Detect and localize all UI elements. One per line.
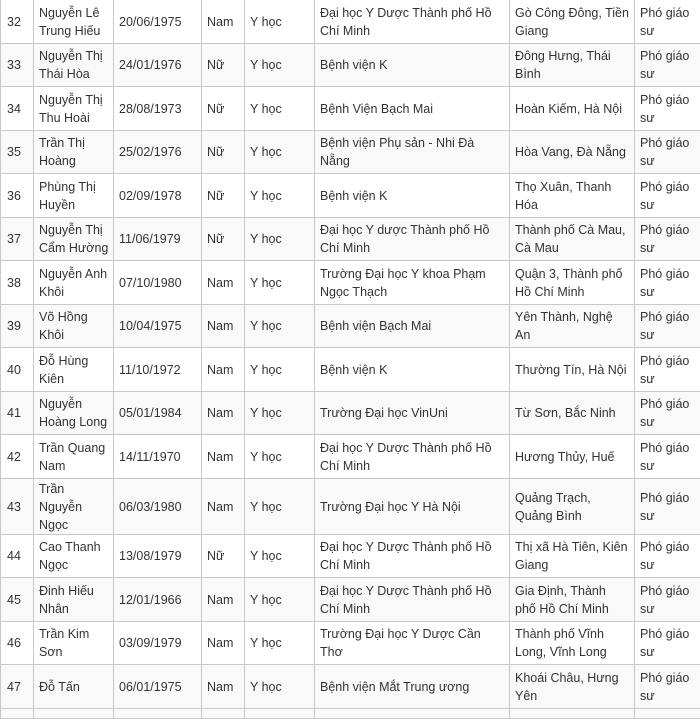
workplace-cell: Đại học Y Dược Thành phố Hồ Chí Minh [315, 435, 510, 479]
date-of-birth-cell: 12/01/1966 [114, 578, 202, 622]
gender-cell: Nữ [202, 87, 245, 131]
name-cell: Nguyễn Lê Trung Hiếu [34, 0, 114, 43]
date-of-birth-cell: 25/02/1976 [114, 130, 202, 174]
table-row [1, 130, 700, 174]
workplace-cell: Đại học Y Dược Thành phố Hồ Chí Minh [315, 578, 510, 622]
field-cell: Y học [245, 174, 315, 218]
gender-cell: Nam [202, 304, 245, 348]
workplace-cell: Đại học Y dược Thành phố Hồ Chí Minh [315, 217, 510, 261]
row-number-cell: 36 [1, 174, 34, 218]
table-row [1, 708, 700, 718]
hometown-cell: Thành phố Vĩnh Long, Vĩnh Long [510, 621, 635, 665]
row-number-cell: 42 [1, 435, 34, 479]
gender-cell: Nữ [202, 534, 245, 578]
academic-title-cell: Phó giáo sư [635, 174, 700, 218]
name-cell: Trần Kim Sơn [34, 621, 114, 665]
workplace-cell: Trường Đại học Y Hà Nội [315, 478, 510, 534]
date-of-birth-cell: 03/09/1979 [114, 621, 202, 665]
field-cell: Y học [245, 435, 315, 479]
name-cell: Nguyễn Thị Thu Hoài [34, 87, 114, 131]
row-number-cell: 32 [1, 0, 34, 43]
hometown-cell: Quận 3, Thành phố Hồ Chí Minh [510, 261, 635, 305]
empty-cell [315, 708, 510, 718]
gender-cell: Nam [202, 0, 245, 43]
academic-title-cell: Phó giáo sư [635, 621, 700, 665]
gender-cell: Nam [202, 261, 245, 305]
field-cell: Y học [245, 578, 315, 622]
name-cell: Nguyễn Hoàng Long [34, 391, 114, 435]
workplace-cell: Bệnh Viện Bạch Mai [315, 87, 510, 131]
row-number-cell: 43 [1, 478, 34, 534]
field-cell: Y học [245, 43, 315, 87]
gender-cell: Nữ [202, 43, 245, 87]
name-cell: Võ Hồng Khôi [34, 304, 114, 348]
workplace-cell: Trường Đại học Y Dược Cần Thơ [315, 621, 510, 665]
field-cell: Y học [245, 478, 315, 534]
hometown-cell: Hoàn Kiếm, Hà Nội [510, 87, 635, 131]
empty-cell [34, 708, 114, 718]
hometown-cell: Thị xã Hà Tiên, Kiên Giang [510, 534, 635, 578]
name-cell: Nguyễn Thị Cẩm Hường [34, 217, 114, 261]
gender-cell: Nam [202, 621, 245, 665]
academic-title-cell: Phó giáo sư [635, 43, 700, 87]
table-row [1, 0, 700, 43]
hometown-cell: Gia Định, Thành phố Hồ Chí Minh [510, 578, 635, 622]
gender-cell: Nữ [202, 217, 245, 261]
gender-cell: Nữ [202, 174, 245, 218]
field-cell: Y học [245, 130, 315, 174]
hometown-cell: Thành phố Cà Mau, Cà Mau [510, 217, 635, 261]
row-number-cell: 47 [1, 665, 34, 709]
hometown-cell: Khoái Châu, Hưng Yên [510, 665, 635, 709]
workplace-cell: Bệnh viện K [315, 348, 510, 392]
workplace-cell: Trường Đại học Y khoa Phạm Ngọc Thạch [315, 261, 510, 305]
table-row [1, 665, 700, 709]
field-cell: Y học [245, 304, 315, 348]
workplace-cell: Bệnh viện Bạch Mai [315, 304, 510, 348]
workplace-cell: Bệnh viện Phụ sản - Nhi Đà Nẵng [315, 130, 510, 174]
date-of-birth-cell: 28/08/1973 [114, 87, 202, 131]
empty-cell [1, 708, 34, 718]
academic-title-cell: Phó giáo sư [635, 665, 700, 709]
row-number-cell: 35 [1, 130, 34, 174]
hometown-cell: Yên Thành, Nghệ An [510, 304, 635, 348]
name-cell: Đinh Hiếu Nhân [34, 578, 114, 622]
academic-title-cell: Phó giáo sư [635, 304, 700, 348]
name-cell: Phùng Thị Huyền [34, 174, 114, 218]
date-of-birth-cell: 05/01/1984 [114, 391, 202, 435]
field-cell: Y học [245, 348, 315, 392]
empty-cell [635, 708, 700, 718]
academic-title-cell: Phó giáo sư [635, 478, 700, 534]
field-cell: Y học [245, 0, 315, 43]
field-cell: Y học [245, 217, 315, 261]
name-cell: Trần Thị Hoàng [34, 130, 114, 174]
table-row [1, 43, 700, 87]
hometown-cell: Đông Hưng, Thái Bình [510, 43, 635, 87]
hometown-cell: Từ Sơn, Bắc Ninh [510, 391, 635, 435]
field-cell: Y học [245, 391, 315, 435]
table-body [1, 0, 700, 718]
field-cell: Y học [245, 534, 315, 578]
hometown-cell: Hương Thủy, Huế [510, 435, 635, 479]
academic-title-cell: Phó giáo sư [635, 217, 700, 261]
date-of-birth-cell: 11/06/1979 [114, 217, 202, 261]
name-cell: Cao Thanh Ngọc [34, 534, 114, 578]
row-number-cell: 37 [1, 217, 34, 261]
table-row [1, 621, 700, 665]
row-number-cell: 38 [1, 261, 34, 305]
academic-title-cell: Phó giáo sư [635, 0, 700, 43]
row-number-cell: 39 [1, 304, 34, 348]
academic-title-cell: Phó giáo sư [635, 578, 700, 622]
field-cell: Y học [245, 261, 315, 305]
academic-title-cell: Phó giáo sư [635, 391, 700, 435]
academic-title-cell: Phó giáo sư [635, 534, 700, 578]
table-row [1, 478, 700, 534]
gender-cell: Nam [202, 348, 245, 392]
date-of-birth-cell: 06/01/1975 [114, 665, 202, 709]
date-of-birth-cell: 20/06/1975 [114, 0, 202, 43]
name-cell: Đỗ Tấn [34, 665, 114, 709]
field-cell: Y học [245, 665, 315, 709]
table-row [1, 348, 700, 392]
field-cell: Y học [245, 87, 315, 131]
date-of-birth-cell: 13/08/1979 [114, 534, 202, 578]
row-number-cell: 41 [1, 391, 34, 435]
hometown-cell: Thọ Xuân, Thanh Hóa [510, 174, 635, 218]
name-cell: Đỗ Hùng Kiên [34, 348, 114, 392]
date-of-birth-cell: 02/09/1978 [114, 174, 202, 218]
row-number-cell: 46 [1, 621, 34, 665]
academic-title-cell: Phó giáo sư [635, 348, 700, 392]
empty-cell [202, 708, 245, 718]
date-of-birth-cell: 14/11/1970 [114, 435, 202, 479]
gender-cell: Nam [202, 478, 245, 534]
row-number-cell: 34 [1, 87, 34, 131]
table-row [1, 391, 700, 435]
academic-title-cell: Phó giáo sư [635, 130, 700, 174]
name-cell: Trần Nguyễn Ngọc [34, 478, 114, 534]
name-cell: Trần Quang Nam [34, 435, 114, 479]
workplace-cell: Bệnh viện Mắt Trung ương [315, 665, 510, 709]
row-number-cell: 44 [1, 534, 34, 578]
date-of-birth-cell: 24/01/1976 [114, 43, 202, 87]
table-row [1, 174, 700, 218]
table-row [1, 578, 700, 622]
gender-cell: Nam [202, 391, 245, 435]
hometown-cell: Thường Tín, Hà Nội [510, 348, 635, 392]
empty-cell [245, 708, 315, 718]
gender-cell: Nam [202, 435, 245, 479]
gender-cell: Nam [202, 578, 245, 622]
workplace-cell: Trường Đại học VinUni [315, 391, 510, 435]
table-row [1, 87, 700, 131]
hometown-cell: Quảng Trạch, Quảng Bình [510, 478, 635, 534]
name-cell: Nguyễn Thị Thái Hòa [34, 43, 114, 87]
academic-title-cell: Phó giáo sư [635, 435, 700, 479]
empty-cell [114, 708, 202, 718]
date-of-birth-cell: 06/03/1980 [114, 478, 202, 534]
date-of-birth-cell: 11/10/1972 [114, 348, 202, 392]
workplace-cell: Bệnh viện K [315, 43, 510, 87]
row-number-cell: 33 [1, 43, 34, 87]
gender-cell: Nữ [202, 130, 245, 174]
gender-cell: Nam [202, 665, 245, 709]
field-cell: Y học [245, 621, 315, 665]
row-number-cell: 45 [1, 578, 34, 622]
hometown-cell: Gò Công Đông, Tiền Giang [510, 0, 635, 43]
academic-title-cell: Phó giáo sư [635, 87, 700, 131]
date-of-birth-cell: 10/04/1975 [114, 304, 202, 348]
academic-title-cell: Phó giáo sư [635, 261, 700, 305]
workplace-cell: Đại học Y Dược Thành phố Hồ Chí Minh [315, 534, 510, 578]
workplace-cell: Đại học Y Dược Thành phố Hồ Chí Minh [315, 0, 510, 43]
empty-cell [510, 708, 635, 718]
table-row [1, 435, 700, 479]
table-row [1, 217, 700, 261]
table-row [1, 261, 700, 305]
date-of-birth-cell: 07/10/1980 [114, 261, 202, 305]
table-row [1, 304, 700, 348]
row-number-cell: 40 [1, 348, 34, 392]
workplace-cell: Bệnh viện K [315, 174, 510, 218]
hometown-cell: Hòa Vang, Đà Nẵng [510, 130, 635, 174]
table-row [1, 534, 700, 578]
name-cell: Nguyễn Anh Khôi [34, 261, 114, 305]
